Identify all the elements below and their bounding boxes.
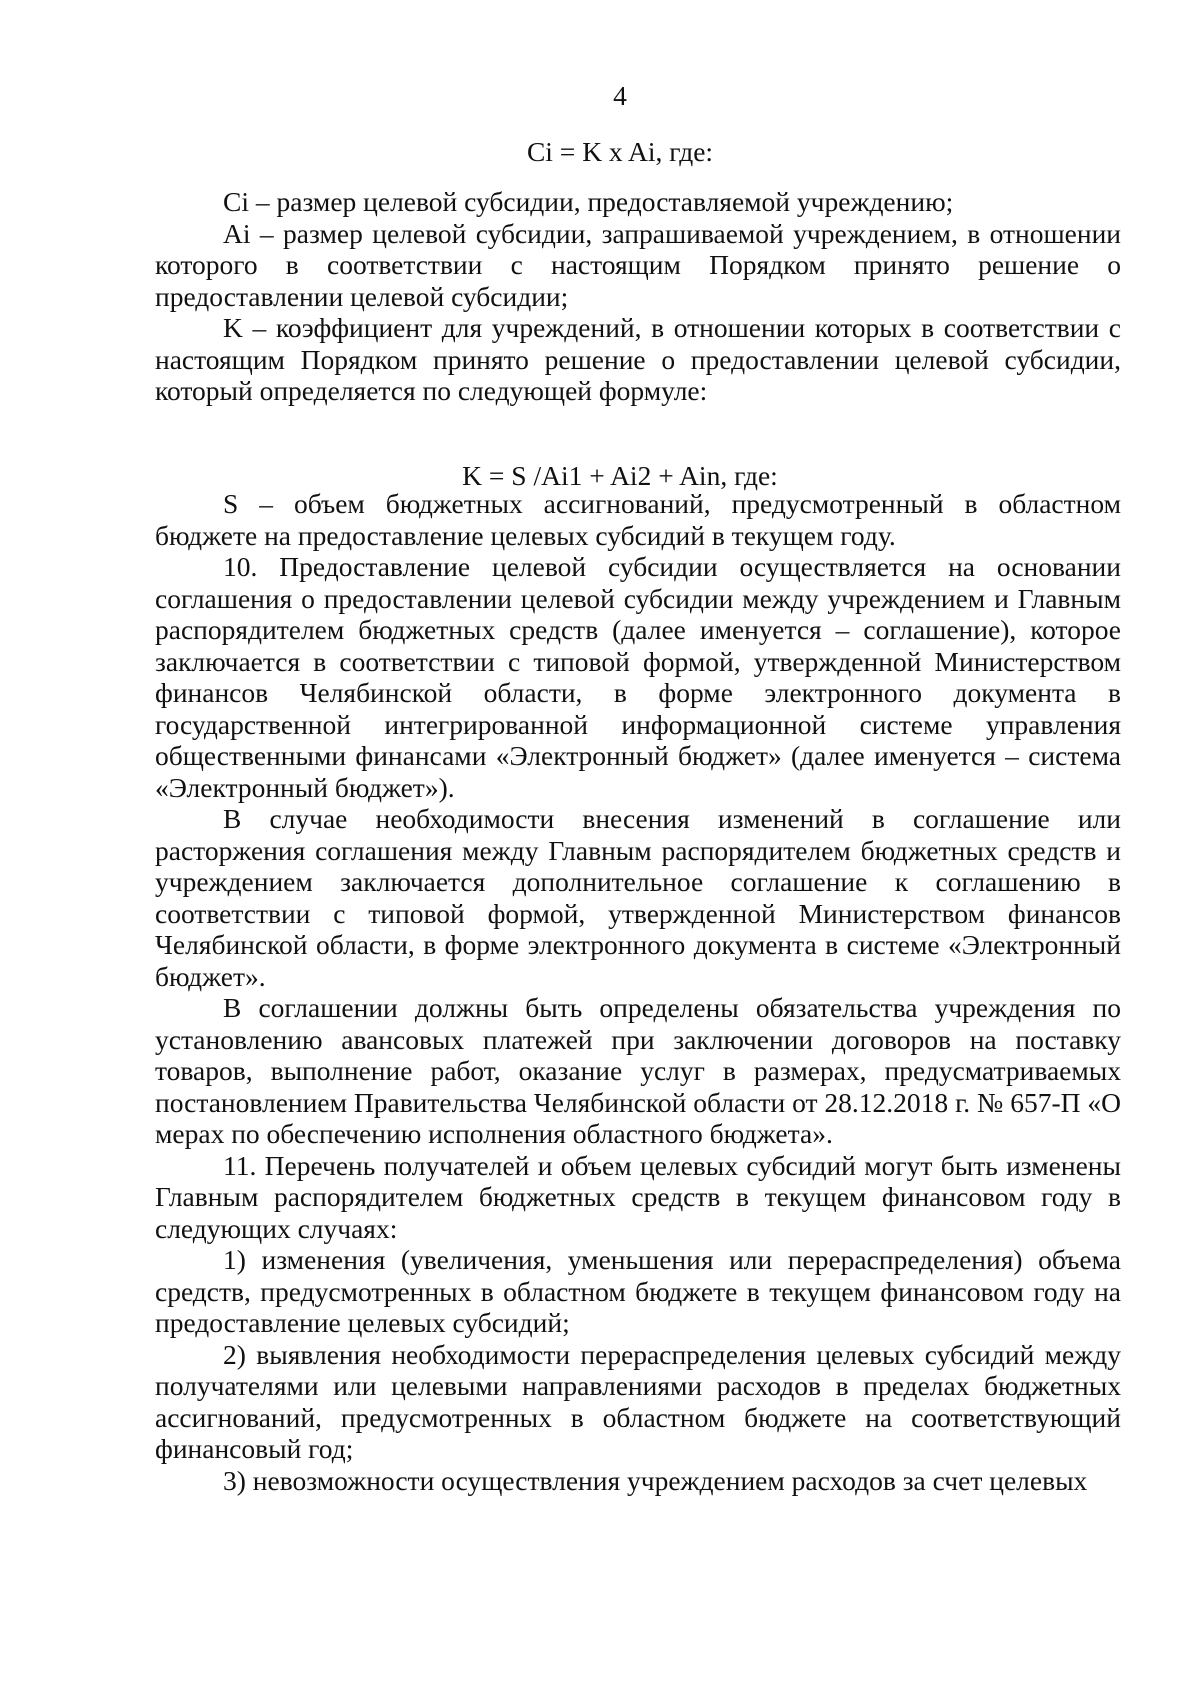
definition-ai: Ai – размер целевой субсидии, запрашиваемой учреждением, в отношении которого в соответствии с настоящим Порядком принято решение о предоставлении целевой субсидии; [155,217,1121,312]
definition-ci: Ci – размер целевой субсидии, предоставляемой учреждению; [223,186,954,217]
list-item-1: 1) изменения (увеличения, уменьшения или перераспределения) объема средств, предусмотренных в областном бюджете в текущем финансовом году на предоставление целевых субсидий; [155,1244,1121,1338]
paragraph-10: 10. Предоставление целевой субсидии осуществляется на основании соглашения о предоставлении целевой субсидии между учреждением и Главным распорядителем бюджетных средств (далее именуется – соглашение), которое заключается в соответствии с типовой формой, утвержденной Министерством финансов Челябинской области, в форме электронного документа в государственной интегрированной информационной системе управления общественными финансами «Электронный бюджет» (далее именуется – система «Электронный бюджет»). [155,551,1121,803]
formula-ci: Ci = K x Ai, где: [526,136,714,167]
list-item-3: 3) невозможности осуществления учреждением расходов за счет целевых [223,1464,1088,1496]
definition-k: K – коэффициент для учреждений, в отношении которых в соответствии с настоящим Порядком принято решение о предоставлении целевой субсидии, который определяется по следующей формуле: [155,312,1121,406]
list-item-2: 2) выявления необходимости перераспределения целевых субсидий между получателями или целевыми направлениями расходов в пределах бюджетных ассигнований, предусмотренных в областном бюджете на соответствующий финансовый год; [155,1338,1121,1464]
formula-k: K = S /Ai1 + Ai2 + Ain, где: [462,460,778,491]
paragraph-obligations: В соглашении должны быть определены обязательства учреждения по установлению авансовых платежей при заключении договоров на поставку товаров, выполнение работ, оказание услуг в размерах, предусматриваемых постановлением Правительства Челябинской области от 28.12.2018 г. № 657-П «О мерах по обеспечению исполнения областного бюджета». [155,992,1121,1149]
paragraph-11: 11. Перечень получателей и объем целевых субсидий могут быть изменены Главным распорядителем бюджетных средств в текущем финансовом году в следующих случаях: [155,1149,1121,1244]
body-text [155,488,1121,1496]
paragraph-s-definition: S – объем бюджетных ассигнований, предусмотренный в областном бюджете на предоставление целевых субсидий в текущем году. [155,488,1121,551]
definitions-block-1 [155,186,1121,407]
paragraph-amendments: В случае необходимости внесения изменений в соглашение или расторжения соглашения между Главным распорядителем бюджетных средств и учреждением заключается дополнительное соглашение к соглашению в соответствии с типовой формой, утвержденной Министерством финансов Челябинской области, в форме электронного документа в системе «Электронный бюджет». [155,803,1121,992]
page-number: 4 [613,80,627,111]
